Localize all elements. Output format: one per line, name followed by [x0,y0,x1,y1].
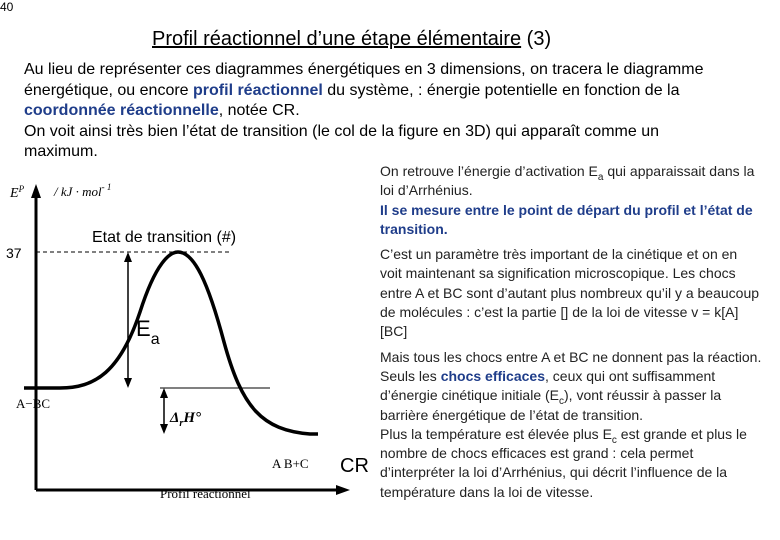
ea-arrow-top [124,252,132,262]
p5-subscript: c [611,434,617,446]
reactants-label: A−BC [16,396,51,411]
delta-h-label: $\Delta_rH^\circ$ [170,410,201,429]
p4-text-b: , ceux qui ont suffisamment d’énergie cinétique initiale (E [380,367,716,404]
y-unit-label: / kJ · mol$^{- 1}$ [54,182,112,199]
p5-text-a: Plus la température est élevée plus E [380,425,612,442]
paragraph-temperature [380,425,762,502]
slide-number: 40 [0,0,14,14]
title-main: Profil réactionnel d’une étape élémentaire [152,28,522,50]
p5-text-b: est grande et plus le nombre de chocs efficaces est grand : cela permet d’interpréter la loi d’Arrhénius, qui décrit l’influence de la température dans la loi de vitesse. [380,425,747,500]
term-coordonnee-reactionnelle: coordonnée réactionnelle [24,102,219,119]
y-axis-label: $E^P$ [10,184,25,201]
term-chocs-efficaces: chocs efficaces [440,367,545,384]
delta-h-arrow-top [160,388,168,398]
paragraph-activation [380,162,762,201]
products-label: A B+C [272,456,309,471]
diagram-caption: Profil réactionnel [160,486,251,501]
ea-label: $E_a$ [136,316,160,348]
paragraph-kinetics: C’est un paramètre très important de la cinétique et on en voit maintenant sa signification microscopique. Les chocs entre A et BC sont d’autant plus nombreux qu’il y a beaucoup de molécules : c’est la partie [] de la loi de vitesse v = k[A][BC] [380,246,760,340]
tick-37: 37 [6,245,22,261]
intro-text-c: , notée CR. [218,102,300,119]
p4-text-c: ), vont réussir à passer la barrière énergétique de l’état de transition. [380,387,722,423]
intro-text-a: Au lieu de représenter ces diagrammes énergétiques en 3 dimensions, on tracera le diagramme énergétique, ou encore [24,61,704,99]
page-title [152,28,551,51]
delta-h-arrow-bottom [160,424,168,434]
intro-paragraph-1 [24,60,724,122]
x-axis-label: CR [340,455,369,477]
x-axis-arrow [336,485,350,495]
intro-text-b: du système, : énergie potentielle en fonction de la [322,81,680,99]
term-profil-reactionnel: profil réactionnel [193,81,323,99]
paragraph-measure: Il se mesure entre le point de départ du profil et l’état de transition. [380,201,753,237]
explanation-column [380,162,762,502]
p1-text-b: qui apparaissait dans la loi d’Arrhénius. [380,163,755,199]
p4-subscript: c [559,396,564,408]
ea-arrow-bottom [124,378,132,388]
paragraph-chocs [380,348,762,425]
energy-profile-diagram [0,172,378,508]
intro-text [24,60,724,163]
p4-text-a: Mais tous les chocs entre A et BC ne donnent pas la réaction. Seuls les [380,348,762,384]
p1-subscript: a [597,171,604,183]
intro-paragraph-2: On voit ainsi très bien l’état de transition (le col de la figure en 3D) qui apparaît comme un maximum. [24,122,659,160]
p1-text-a: On retrouve l’énergie d’activation E [380,163,598,179]
title-suffix: (3) [521,28,552,50]
y-axis-arrow [31,184,41,198]
transition-state-label: Etat de transition (#) [92,229,237,246]
energy-curve [24,252,318,434]
